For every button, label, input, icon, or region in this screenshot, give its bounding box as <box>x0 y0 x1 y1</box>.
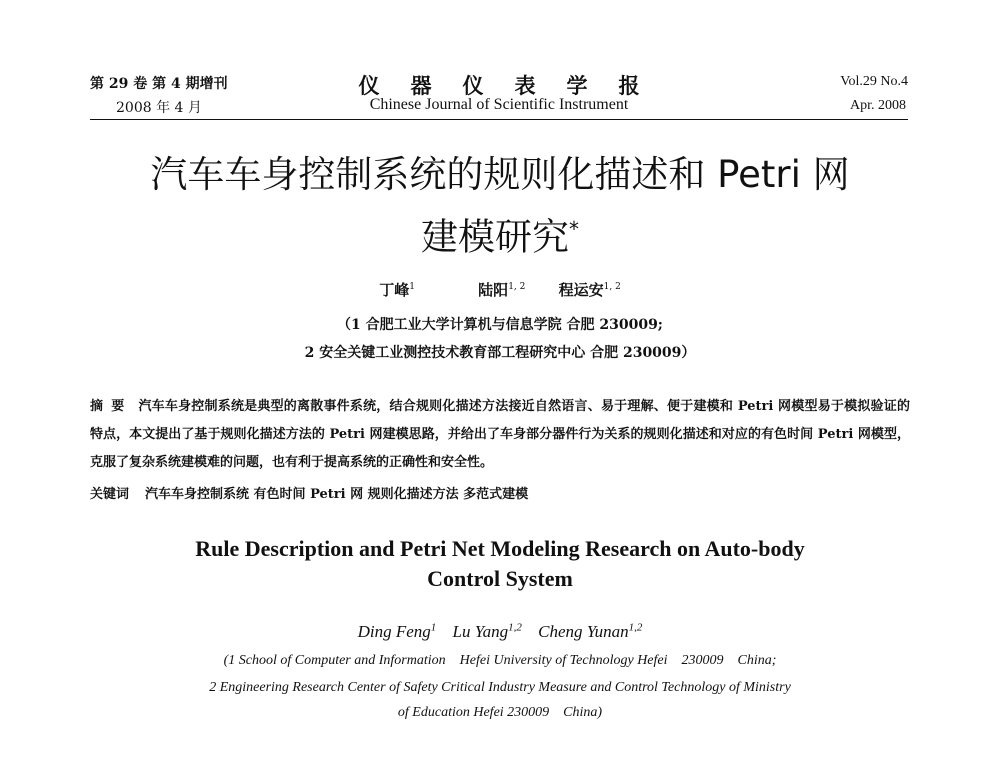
keywords-cn <box>90 483 528 502</box>
author-en-sup: 1,2 <box>508 621 522 633</box>
volume-issue-en: Vol.29 No.4 <box>840 74 908 89</box>
affiliation-en-3: of Education Hefei 230009 China) <box>397 705 603 720</box>
author-cn-name: 程运安 <box>558 281 604 299</box>
title-cn-line1: 汽车车身控制系统的规则化描述和 Petri 网 <box>150 153 850 196</box>
abstract-text: 汽车车身控制系统是典型的离散事件系统，结合规则化描述方法接近自然语言、易于理解、便于建模和 Petri 网模型易于模拟验证的特点，本文提出了基于规则化描述方法的 Petri 网建模思路，并给出了车身部分器件行为关系的规则化描述和对应的有色时间 Petri 网模型，克服了复杂系统建模难的问题，也有利于提高系统的正确性和安全性。 <box>90 399 910 470</box>
affiliation-cn-2: 2 安全关键工业测控技术教育部工程研究中心 合肥 230009） <box>304 345 696 361</box>
author-cn-sup: 1 <box>409 282 415 292</box>
author-en <box>453 622 522 641</box>
title-footnote-mark: * <box>569 217 579 241</box>
title-en-line2: Control System <box>427 566 573 591</box>
title-cn-line2 <box>100 202 900 264</box>
title-cn-line2-text: 建模研究 <box>421 215 569 259</box>
author-en-sup: 1,2 <box>628 621 643 633</box>
title-en-line1: Rule Description and Petri Net Modeling Research on Auto-body <box>195 536 805 561</box>
header-rule <box>90 119 908 120</box>
volume-issue-cn: 第 29 卷 第 4 期增刊 <box>90 76 228 92</box>
author-en-name: Lu Yang <box>452 621 509 641</box>
affiliation-cn-1: （1 合肥工业大学计算机与信息学院 合肥 230009; <box>337 317 663 333</box>
author-cn <box>559 281 621 299</box>
keywords-label: 关键词 <box>90 487 130 502</box>
date-cn: 2008 年 4 月 <box>116 100 202 116</box>
authors-en <box>0 621 1000 642</box>
author-cn-sup: 1, 2 <box>603 282 621 292</box>
author-en <box>538 622 642 641</box>
authors-cn <box>0 279 1000 300</box>
paper-title-en <box>120 534 880 594</box>
author-en-name: Cheng Yunan <box>538 621 629 641</box>
paper-title-cn <box>100 148 900 264</box>
affiliation-en-2: 2 Engineering Research Center of Safety Critical Industry Measure and Control Technology of Ministry <box>209 680 791 695</box>
affiliation-en-1: (1 School of Computer and Information Hefei University of Technology Hefei 230009 China; <box>223 653 777 668</box>
journal-name-en: Chinese Journal of Scientific Instrument <box>369 96 629 113</box>
author-cn <box>478 281 525 299</box>
author-cn-name: 丁峰 <box>379 281 410 299</box>
author-en-sup: 1 <box>430 621 437 633</box>
author-cn-name: 陆阳 <box>478 281 509 299</box>
keywords-text: 汽车车身控制系统 有色时间 Petri 网 规则化描述方法 多范式建模 <box>145 487 529 502</box>
author-cn-sup: 1, 2 <box>508 282 526 292</box>
journal-header <box>90 70 908 120</box>
journal-name-cn-text: 仪器仪表学报 <box>358 73 671 98</box>
date-en: Apr. 2008 <box>850 98 906 113</box>
author-cn <box>379 281 415 299</box>
author-en-name: Ding Feng <box>357 621 431 641</box>
abstract-cn <box>90 393 910 477</box>
author-en <box>358 622 437 641</box>
abstract-label: 摘要 <box>90 399 133 414</box>
